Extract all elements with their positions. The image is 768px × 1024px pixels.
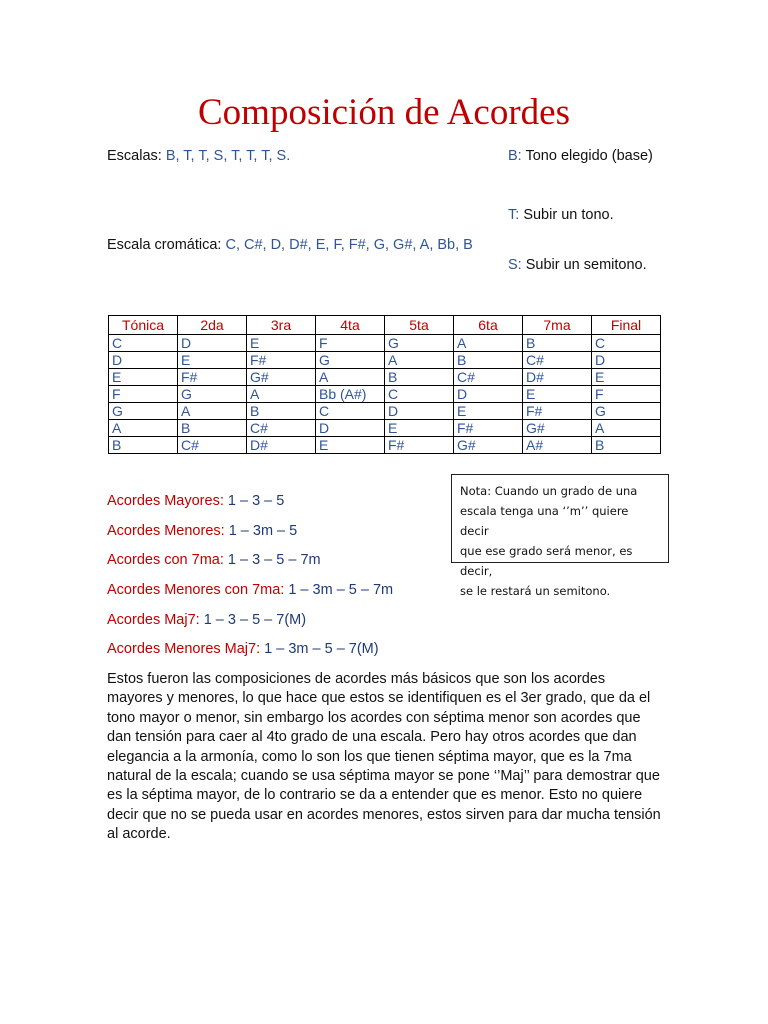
chord-type-label: Acordes Menores Maj7: bbox=[107, 641, 261, 657]
note-box bbox=[451, 474, 669, 598]
table-row bbox=[109, 437, 661, 454]
table-cell: D bbox=[178, 335, 247, 352]
table-header-cell: 6ta bbox=[454, 316, 523, 335]
table-cell: A bbox=[592, 420, 661, 437]
chord-type-major bbox=[107, 492, 284, 510]
table-row bbox=[109, 420, 661, 437]
table-cell: F# bbox=[247, 352, 316, 369]
chord-type-formula: 1 – 3m – 5 bbox=[228, 523, 298, 539]
table-cell: D bbox=[592, 352, 661, 369]
legend-text: Subir un tono. bbox=[523, 207, 614, 223]
chord-type-minor-seventh bbox=[107, 581, 393, 599]
escalas-label: Escalas: bbox=[107, 148, 162, 164]
table-cell: D# bbox=[247, 437, 316, 454]
table-cell: B bbox=[523, 335, 592, 352]
chord-type-label: Acordes Menores con 7ma: bbox=[107, 582, 285, 598]
legend-item-s bbox=[508, 256, 647, 274]
legend-key: B: bbox=[508, 148, 522, 164]
table-row bbox=[109, 352, 661, 369]
chord-type-formula: 1 – 3m – 5 – 7m bbox=[288, 582, 394, 598]
table-cell: G bbox=[316, 352, 385, 369]
legend-text: Tono elegido (base) bbox=[525, 148, 653, 164]
table-cell: F# bbox=[454, 420, 523, 437]
legend-text: Subir un semitono. bbox=[525, 257, 647, 273]
chord-type-minor bbox=[107, 522, 297, 540]
table-cell: E bbox=[523, 386, 592, 403]
legend-item-t bbox=[508, 206, 614, 224]
table-header-cell: 5ta bbox=[385, 316, 454, 335]
legend-key: T: bbox=[508, 207, 520, 223]
table-cell: A bbox=[385, 352, 454, 369]
table-row bbox=[109, 369, 661, 386]
table-row bbox=[109, 335, 661, 352]
chord-type-maj7 bbox=[107, 611, 306, 629]
table-cell: A bbox=[316, 369, 385, 386]
chord-type-formula: 1 – 3 – 5 – 7m bbox=[227, 552, 321, 568]
table-header-row bbox=[109, 316, 661, 335]
table-cell: B bbox=[592, 437, 661, 454]
legend-key: S: bbox=[508, 257, 522, 273]
chord-type-label: Acordes con 7ma: bbox=[107, 552, 224, 568]
table-cell: B bbox=[247, 403, 316, 420]
table-header-cell: Final bbox=[592, 316, 661, 335]
table-cell: G# bbox=[247, 369, 316, 386]
table-cell: G# bbox=[454, 437, 523, 454]
chord-type-minor-maj7 bbox=[107, 640, 379, 658]
chord-type-seventh bbox=[107, 551, 321, 569]
table-cell: A bbox=[247, 386, 316, 403]
table-cell: E bbox=[316, 437, 385, 454]
table-cell: G bbox=[109, 403, 178, 420]
table-row bbox=[109, 403, 661, 420]
note-line: escala tenga una ‘’m’’ quiere decir bbox=[460, 504, 629, 538]
table-cell: F bbox=[109, 386, 178, 403]
table-cell: A bbox=[454, 335, 523, 352]
cromatica-label: Escala cromática: bbox=[107, 237, 222, 253]
table-cell: C bbox=[592, 335, 661, 352]
table-cell: A bbox=[178, 403, 247, 420]
table-cell: D# bbox=[523, 369, 592, 386]
table-cell: G bbox=[178, 386, 247, 403]
table-header-cell: 7ma bbox=[523, 316, 592, 335]
table-cell: C# bbox=[523, 352, 592, 369]
cromatica-line bbox=[107, 236, 473, 254]
table-cell: F bbox=[592, 386, 661, 403]
note-line: se le restará un semitono. bbox=[460, 584, 611, 598]
table-cell: G bbox=[385, 335, 454, 352]
table-cell: B bbox=[178, 420, 247, 437]
escalas-line bbox=[107, 147, 290, 165]
table-cell: A bbox=[109, 420, 178, 437]
table-cell: F# bbox=[523, 403, 592, 420]
table-cell: C# bbox=[454, 369, 523, 386]
chord-type-label: Acordes Menores: bbox=[107, 523, 225, 539]
table-cell: B bbox=[385, 369, 454, 386]
table-cell: F# bbox=[178, 369, 247, 386]
table-cell: E bbox=[109, 369, 178, 386]
table-cell: C# bbox=[178, 437, 247, 454]
table-cell: F bbox=[316, 335, 385, 352]
table-cell: D bbox=[385, 403, 454, 420]
chord-type-formula: 1 – 3 – 5 – 7(M) bbox=[203, 612, 307, 628]
table-cell: D bbox=[316, 420, 385, 437]
table-cell: G bbox=[592, 403, 661, 420]
note-line: que ese grado será menor, es decir, bbox=[460, 544, 633, 578]
table-cell: F# bbox=[385, 437, 454, 454]
table-cell: C bbox=[109, 335, 178, 352]
table-header-cell: 3ra bbox=[247, 316, 316, 335]
table-header-cell: Tónica bbox=[109, 316, 178, 335]
chord-type-label: Acordes Maj7: bbox=[107, 612, 200, 628]
table-cell: Bb (A#) bbox=[316, 386, 385, 403]
table-cell: E bbox=[247, 335, 316, 352]
table-cell: B bbox=[454, 352, 523, 369]
table-cell: B bbox=[109, 437, 178, 454]
page-title: Composición de Acordes bbox=[197, 92, 570, 133]
table-cell: E bbox=[178, 352, 247, 369]
chord-type-formula: 1 – 3m – 5 – 7(M) bbox=[264, 641, 379, 657]
table-row bbox=[109, 386, 661, 403]
table-cell: E bbox=[592, 369, 661, 386]
chord-type-formula: 1 – 3 – 5 bbox=[227, 493, 285, 509]
table-cell: D bbox=[109, 352, 178, 369]
table-cell: D bbox=[454, 386, 523, 403]
table-cell: E bbox=[385, 420, 454, 437]
escalas-value: B, T, T, S, T, T, T, S. bbox=[165, 148, 291, 164]
cromatica-value: C, C#, D, D#, E, F, F#, G, G#, A, Bb, B bbox=[225, 237, 473, 253]
table-cell: G# bbox=[523, 420, 592, 437]
table-cell: C bbox=[385, 386, 454, 403]
legend-item-b bbox=[508, 147, 653, 165]
chord-degree-table bbox=[108, 315, 661, 454]
explanation-paragraph: Estos fueron las composiciones de acordes más básicos que son los acordes mayores y menores, lo que hace que estos se identifiquen es el 3er grado, que da el tono mayor o menor, sin embargo los acordes con séptima menor son acordes que dan tensión para caer al 4to grado de una escala. Pero hay otros acordes que dan elegancia a la armonía, como lo son los que tienen séptima mayor, que es la 7ma natural de la escala; cuando se usa séptima mayor se pone ‘’Maj’’ para demostrar que es la séptima mayor, de lo contrario se da a entender que es menor. Esto no quiere decir que no se pueda usar en acordes menores, estos sirven para dar mucha tensión al acorde. bbox=[107, 671, 661, 843]
table-header-cell: 2da bbox=[178, 316, 247, 335]
chord-type-label: Acordes Mayores: bbox=[107, 493, 224, 509]
table-cell: C# bbox=[247, 420, 316, 437]
note-line: Nota: Cuando un grado de una bbox=[460, 484, 638, 498]
table-cell: E bbox=[454, 403, 523, 420]
table-header-cell: 4ta bbox=[316, 316, 385, 335]
table-cell: C bbox=[316, 403, 385, 420]
table-cell: A# bbox=[523, 437, 592, 454]
